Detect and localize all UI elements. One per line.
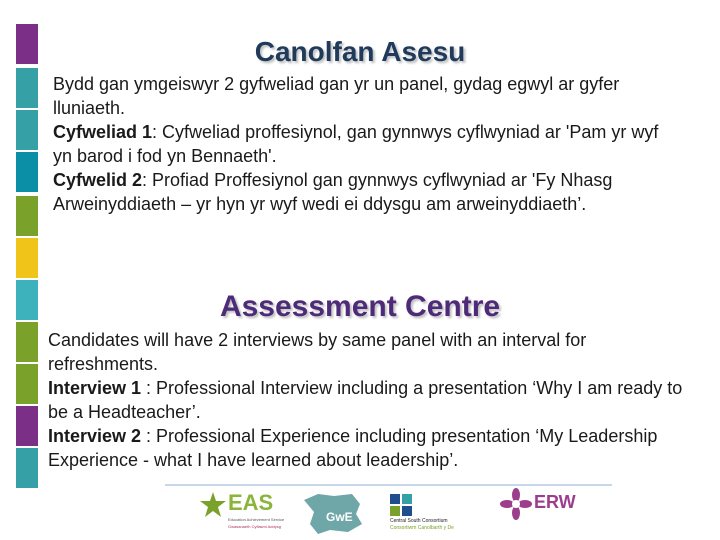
csc-line-1: Central South Consortium [390,518,448,524]
stripe-6 [16,238,38,278]
eas-line-2: Gwasanaeth Cyflawni Addysg [228,524,281,529]
welsh-interview-1-label: Cyfweliad 1 [53,122,153,142]
erw-name: ERW [534,492,576,512]
english-intro: Candidates will have 2 interviews by same panel with an interval for refreshments. [48,330,587,374]
partner-logos [190,488,610,538]
stripe-11 [16,448,38,488]
stripe-10 [16,406,38,446]
eas-name: EAS [228,490,274,515]
english-interview-2 [48,424,688,472]
welsh-intro: Bydd gan ymgeiswyr 2 gyfweliad gan yr un panel, gydag egwyl ar gyfer lluniaeth. [53,74,620,118]
stripe-9 [16,364,38,404]
welsh-interview-2-label: Cyfwelid 2 [53,170,143,190]
stripe-5 [16,196,38,236]
stripe-3 [16,110,38,150]
gwe-name: GwE [326,510,353,524]
csc-squares-icon [390,494,412,516]
stripe-8 [16,322,38,362]
welsh-interview-1-text: : Cyfweliad proffesiynol, gan gynnwys cyflwyniad ar 'Pam yr wyf yn barod i fod yn Bennaeth'. [53,122,659,166]
gwe-logo [300,488,370,538]
footer-divider [165,484,612,486]
english-interview-1-label: Interview 1 [48,378,142,398]
decorative-stripes [16,0,38,500]
eas-star-icon [198,490,228,520]
english-interview-1-text: : Professional Interview including a presentation ‘Why I am ready to be a Headteacher’. [48,378,683,422]
english-body [48,328,688,472]
english-interview-2-label: Interview 2 [48,426,142,446]
welsh-interview-2-text: : Profiad Proffesiynol gan gynnwys cyflwyniad ar 'Fy Nhasg Arweinyddiaeth – yr hyn yr wyf wedi ei ddysgu am arweinyddiaeth’. [53,170,613,214]
english-interview-1 [48,376,688,424]
eas-line-1: Education Achievement Service [228,517,285,522]
stripe-4 [16,152,38,192]
stripe-2 [16,68,38,108]
csc-line-2: Consortiwm Canolbarth y De [390,525,454,531]
csc-logo [390,488,490,538]
welsh-body [53,72,663,216]
english-interview-2-text: : Professional Experience including presentation ‘My Leadership Experience - what I have learned about leadership’. [48,426,658,470]
erw-logo [500,488,600,538]
welsh-interview-1 [53,120,663,168]
welsh-title: Canolfan Asesu [254,36,466,67]
erw-flower-icon [500,488,532,520]
eas-logo [198,488,298,538]
english-title: Assessment Centre [219,290,501,323]
welsh-interview-2 [53,168,663,216]
